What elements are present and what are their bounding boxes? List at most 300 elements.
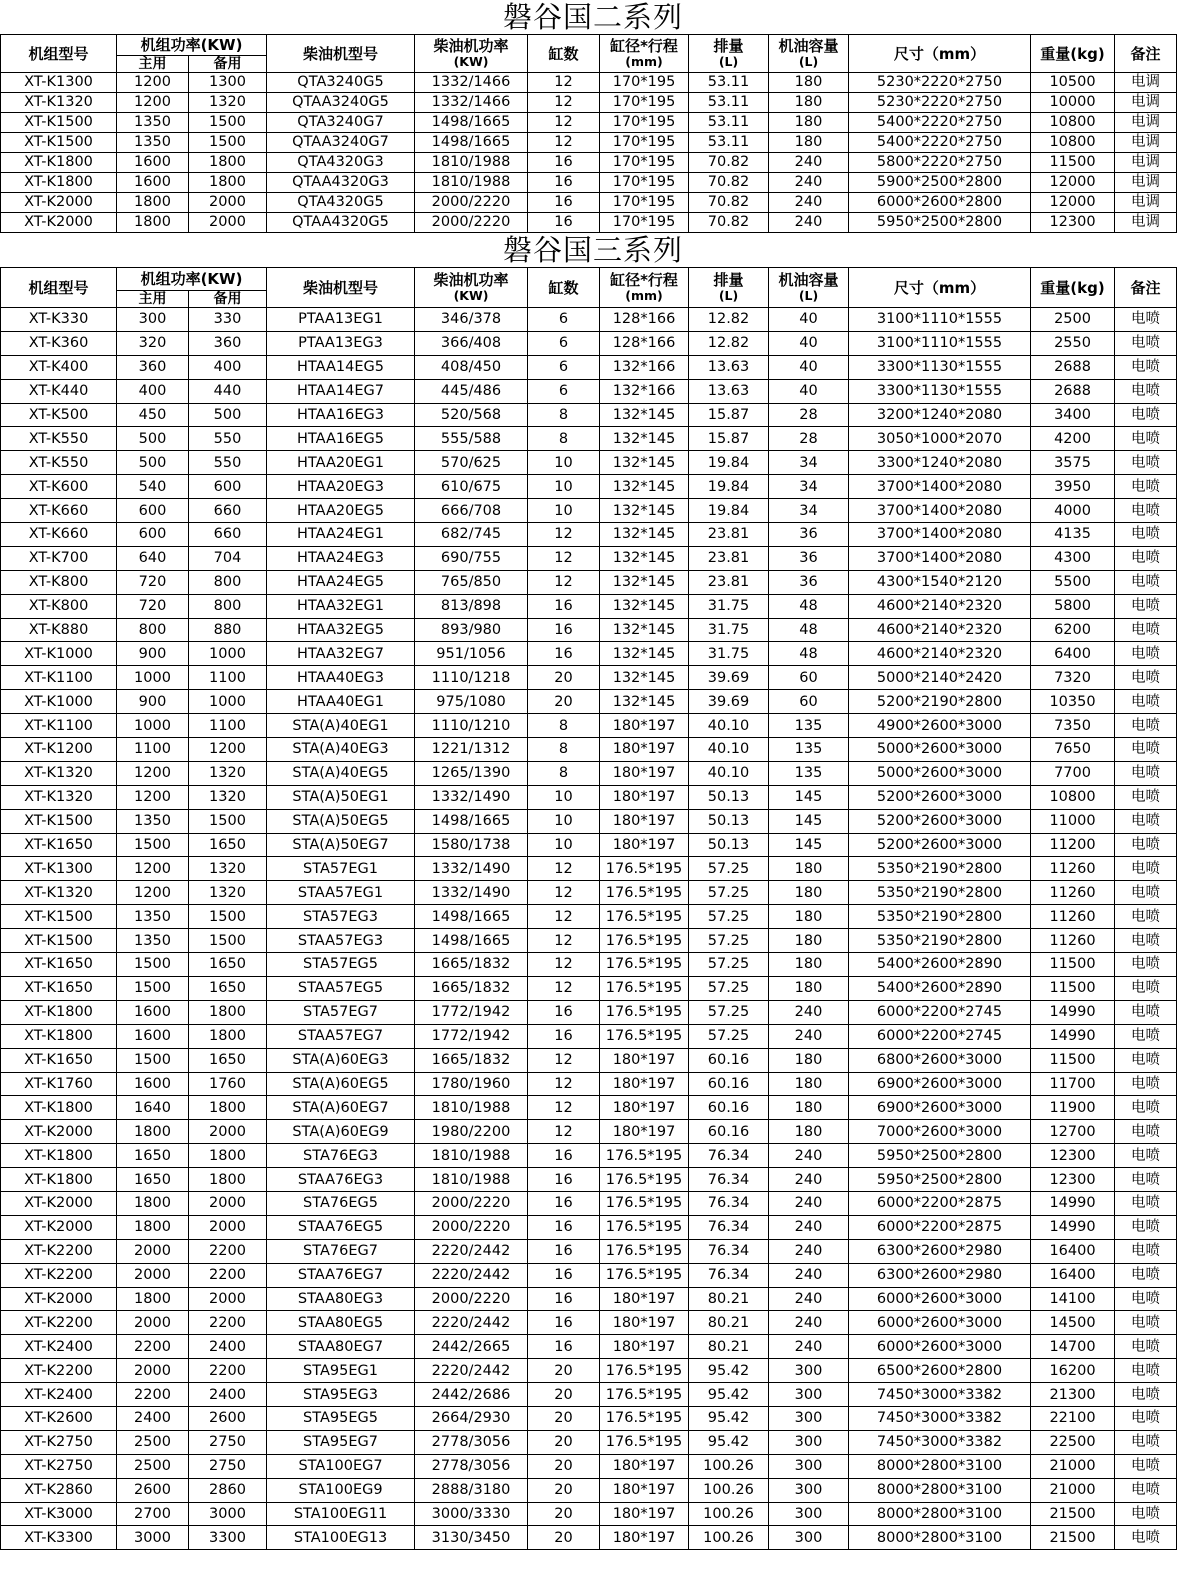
cell-engine-power: 1221/1312 (415, 738, 528, 762)
cell-engine-model: HTAA40EG1 (267, 690, 415, 714)
cell-displacement: 76.34 (689, 1215, 769, 1239)
cell-displacement: 50.13 (689, 833, 769, 857)
header-cylinders: 缸数 (528, 268, 600, 308)
cell-weight: 12300 (1031, 1144, 1115, 1168)
cell-bore-stroke: 132*145 (600, 427, 689, 451)
header-displacement (689, 268, 769, 308)
cell-weight: 14990 (1031, 1215, 1115, 1239)
cell-size: 3300*1130*1555 (849, 355, 1031, 379)
cell-standby-power: 550 (189, 451, 267, 475)
cell-bore-stroke: 176.5*195 (600, 1168, 689, 1192)
cell-weight: 6400 (1031, 642, 1115, 666)
cell-engine-power: 1810/1988 (415, 1168, 528, 1192)
cell-cylinders: 10 (528, 833, 600, 857)
cell-size: 3050*1000*2070 (849, 427, 1031, 451)
cell-weight: 11260 (1031, 905, 1115, 929)
cell-displacement: 57.25 (689, 881, 769, 905)
cell-standby-power: 1320 (189, 761, 267, 785)
header-bore-stroke (600, 35, 689, 73)
cell-engine-model: STA100EG9 (267, 1478, 415, 1502)
cell-cylinders: 6 (528, 379, 600, 403)
cell-standby-power: 1500 (189, 133, 267, 153)
cell-engine-model: STAA76EG5 (267, 1215, 415, 1239)
cell-standby-power: 1320 (189, 857, 267, 881)
cell-displacement: 12.82 (689, 308, 769, 332)
cell-prime-power: 1500 (117, 953, 189, 977)
cell-weight: 11500 (1031, 153, 1115, 173)
cell-engine-model: STA76EG5 (267, 1191, 415, 1215)
cell-model: XT-K600 (1, 475, 117, 499)
cell-engine-model: HTAA32EG5 (267, 618, 415, 642)
cell-weight: 10800 (1031, 113, 1115, 133)
table-row (1, 1502, 1177, 1526)
cell-oil-capacity: 36 (769, 570, 849, 594)
cell-oil-capacity: 48 (769, 594, 849, 618)
cell-engine-power: 1665/1832 (415, 953, 528, 977)
cell-prime-power: 1000 (117, 714, 189, 738)
cell-cylinders: 12 (528, 1120, 600, 1144)
cell-prime-power: 2000 (117, 1239, 189, 1263)
cell-model: XT-K360 (1, 331, 117, 355)
cell-weight: 21300 (1031, 1383, 1115, 1407)
cell-bore-stroke: 176.5*195 (600, 1406, 689, 1430)
cell-engine-model: PTAA13EG3 (267, 331, 415, 355)
cell-prime-power: 800 (117, 618, 189, 642)
cell-size: 3100*1110*1555 (849, 308, 1031, 332)
cell-model: XT-K1320 (1, 881, 117, 905)
cell-displacement: 53.11 (689, 73, 769, 93)
cell-model: XT-K2600 (1, 1406, 117, 1430)
cell-displacement: 23.81 (689, 546, 769, 570)
header-oil-label: 机油容量 (778, 36, 839, 55)
cell-standby-power: 880 (189, 618, 267, 642)
cell-standby-power: 1800 (189, 1096, 267, 1120)
cell-size: 7450*3000*3382 (849, 1383, 1031, 1407)
cell-weight: 12300 (1031, 213, 1115, 233)
cell-engine-model: STAA57EG1 (267, 881, 415, 905)
cell-bore-stroke: 176.5*195 (600, 881, 689, 905)
table-row (1, 499, 1177, 523)
cell-prime-power: 1800 (117, 1215, 189, 1239)
cell-engine-power: 2220/2442 (415, 1311, 528, 1335)
cell-weight: 14990 (1031, 1024, 1115, 1048)
cell-engine-power: 555/588 (415, 427, 528, 451)
cell-note: 电喷 (1115, 976, 1177, 1000)
cell-engine-model: HTAA24EG1 (267, 523, 415, 547)
header-cylinders: 缸数 (528, 35, 600, 73)
cell-cylinders: 16 (528, 642, 600, 666)
cell-engine-power: 2442/2665 (415, 1335, 528, 1359)
cell-size: 6900*2600*3000 (849, 1096, 1031, 1120)
table-row (1, 905, 1177, 929)
table-row (1, 1000, 1177, 1024)
cell-engine-power: 951/1056 (415, 642, 528, 666)
cell-bore-stroke: 180*197 (600, 738, 689, 762)
cell-oil-capacity: 180 (769, 93, 849, 113)
cell-bore-stroke: 176.5*195 (600, 929, 689, 953)
cell-weight: 7320 (1031, 666, 1115, 690)
cell-size: 8000*2800*3100 (849, 1454, 1031, 1478)
cell-size: 5950*2500*2800 (849, 213, 1031, 233)
cell-prime-power: 500 (117, 451, 189, 475)
cell-prime-power: 1500 (117, 833, 189, 857)
cell-cylinders: 16 (528, 1215, 600, 1239)
cell-engine-model: STA95EG3 (267, 1383, 415, 1407)
cell-engine-model: STAA80EG7 (267, 1335, 415, 1359)
cell-oil-capacity: 40 (769, 379, 849, 403)
cell-prime-power: 1800 (117, 1120, 189, 1144)
cell-note: 电喷 (1115, 809, 1177, 833)
cell-cylinders: 16 (528, 1335, 600, 1359)
cell-engine-model: HTAA16EG5 (267, 427, 415, 451)
cell-bore-stroke: 128*166 (600, 308, 689, 332)
cell-note: 电喷 (1115, 1430, 1177, 1454)
cell-model: XT-K2200 (1, 1263, 117, 1287)
cell-model: XT-K2000 (1, 193, 117, 213)
cell-standby-power: 1200 (189, 738, 267, 762)
header-oil (769, 35, 849, 73)
cell-standby-power: 2000 (189, 1287, 267, 1311)
cell-model: XT-K1650 (1, 953, 117, 977)
cell-prime-power: 2000 (117, 1311, 189, 1335)
table-row (1, 857, 1177, 881)
cell-engine-power: 2664/2930 (415, 1406, 528, 1430)
table-row (1, 213, 1177, 233)
cell-model: XT-K1800 (1, 1024, 117, 1048)
cell-standby-power: 1800 (189, 173, 267, 193)
cell-engine-model: QTA4320G5 (267, 193, 415, 213)
cell-standby-power: 2000 (189, 213, 267, 233)
cell-displacement: 23.81 (689, 523, 769, 547)
cell-engine-model: STA(A)60EG3 (267, 1048, 415, 1072)
cell-standby-power: 1300 (189, 73, 267, 93)
cell-prime-power: 1800 (117, 1287, 189, 1311)
cell-oil-capacity: 240 (769, 213, 849, 233)
cell-weight: 14700 (1031, 1335, 1115, 1359)
cell-model: XT-K660 (1, 523, 117, 547)
table-row (1, 1096, 1177, 1120)
cell-prime-power: 2200 (117, 1383, 189, 1407)
cell-weight: 11260 (1031, 857, 1115, 881)
cell-engine-power: 1498/1665 (415, 929, 528, 953)
cell-note: 电喷 (1115, 1215, 1177, 1239)
cell-displacement: 57.25 (689, 1024, 769, 1048)
table-row (1, 523, 1177, 547)
cell-oil-capacity: 180 (769, 929, 849, 953)
cell-size: 5000*2600*3000 (849, 738, 1031, 762)
cell-weight: 11000 (1031, 809, 1115, 833)
cell-displacement: 100.26 (689, 1526, 769, 1550)
cell-size: 6300*2600*2980 (849, 1239, 1031, 1263)
cell-bore-stroke: 176.5*195 (600, 1191, 689, 1215)
cell-engine-model: STAA80EG3 (267, 1287, 415, 1311)
cell-note: 电喷 (1115, 1000, 1177, 1024)
cell-weight: 4300 (1031, 546, 1115, 570)
cell-model: XT-K660 (1, 499, 117, 523)
cell-note: 电喷 (1115, 953, 1177, 977)
cell-displacement: 23.81 (689, 570, 769, 594)
cell-size: 3700*1400*2080 (849, 523, 1031, 547)
cell-model: XT-K400 (1, 355, 117, 379)
table-row (1, 1430, 1177, 1454)
cell-displacement: 31.75 (689, 642, 769, 666)
table-row (1, 475, 1177, 499)
cell-bore-stroke: 132*145 (600, 618, 689, 642)
cell-model: XT-K1650 (1, 1048, 117, 1072)
cell-model: XT-K2750 (1, 1454, 117, 1478)
cell-note: 电喷 (1115, 1383, 1177, 1407)
cell-oil-capacity: 40 (769, 355, 849, 379)
table-row (1, 379, 1177, 403)
cell-model: XT-K1650 (1, 976, 117, 1000)
header-engine-power-label: 柴油机功率 (433, 36, 509, 55)
cell-displacement: 57.25 (689, 905, 769, 929)
cell-oil-capacity: 180 (769, 881, 849, 905)
cell-displacement: 100.26 (689, 1454, 769, 1478)
table-row (1, 133, 1177, 153)
cell-weight: 2688 (1031, 379, 1115, 403)
cell-engine-model: HTAA20EG3 (267, 475, 415, 499)
table-row (1, 1383, 1177, 1407)
cell-engine-model: STA(A)40EG1 (267, 714, 415, 738)
cell-prime-power: 3000 (117, 1526, 189, 1550)
cell-prime-power: 1500 (117, 976, 189, 1000)
cell-note: 电调 (1115, 173, 1177, 193)
table-row (1, 570, 1177, 594)
cell-model: XT-K2400 (1, 1335, 117, 1359)
header-oil-unit: (L) (798, 53, 819, 69)
cell-weight: 2500 (1031, 308, 1115, 332)
cell-bore-stroke: 176.5*195 (600, 1383, 689, 1407)
cell-prime-power: 900 (117, 642, 189, 666)
cell-engine-model: STA(A)60EG7 (267, 1096, 415, 1120)
cell-standby-power: 550 (189, 427, 267, 451)
table-row (1, 833, 1177, 857)
cell-weight: 11200 (1031, 833, 1115, 857)
table-row (1, 546, 1177, 570)
cell-prime-power: 2400 (117, 1406, 189, 1430)
cell-oil-capacity: 240 (769, 1287, 849, 1311)
cell-note: 电喷 (1115, 857, 1177, 881)
header-standby: 备用 (189, 291, 267, 308)
cell-weight: 10000 (1031, 93, 1115, 113)
cell-engine-model: STAA76EG7 (267, 1263, 415, 1287)
cell-bore-stroke: 180*197 (600, 1335, 689, 1359)
cell-standby-power: 2200 (189, 1263, 267, 1287)
cell-engine-power: 2000/2220 (415, 213, 528, 233)
cell-engine-power: 1980/2200 (415, 1120, 528, 1144)
cell-size: 7000*2600*3000 (849, 1120, 1031, 1144)
cell-weight: 21000 (1031, 1478, 1115, 1502)
cell-bore-stroke: 176.5*195 (600, 1359, 689, 1383)
cell-engine-power: 366/408 (415, 331, 528, 355)
cell-oil-capacity: 180 (769, 953, 849, 977)
cell-weight: 21000 (1031, 1454, 1115, 1478)
cell-model: XT-K1200 (1, 738, 117, 762)
cell-oil-capacity: 135 (769, 761, 849, 785)
cell-prime-power: 2000 (117, 1263, 189, 1287)
cell-note: 电调 (1115, 153, 1177, 173)
cell-note: 电喷 (1115, 427, 1177, 451)
cell-bore-stroke: 170*195 (600, 93, 689, 113)
cell-engine-power: 408/450 (415, 355, 528, 379)
cell-engine-model: STA(A)50EG5 (267, 809, 415, 833)
cell-engine-power: 1498/1665 (415, 809, 528, 833)
cell-oil-capacity: 300 (769, 1478, 849, 1502)
cell-displacement: 57.25 (689, 1000, 769, 1024)
cell-standby-power: 1100 (189, 714, 267, 738)
cell-model: XT-K1760 (1, 1072, 117, 1096)
cell-note: 电调 (1115, 213, 1177, 233)
cell-bore-stroke: 132*145 (600, 546, 689, 570)
cell-prime-power: 1200 (117, 785, 189, 809)
cell-standby-power: 2750 (189, 1430, 267, 1454)
cell-weight: 4135 (1031, 523, 1115, 547)
cell-engine-power: 1498/1665 (415, 113, 528, 133)
cell-oil-capacity: 300 (769, 1430, 849, 1454)
cell-note: 电调 (1115, 113, 1177, 133)
cell-note: 电喷 (1115, 1311, 1177, 1335)
cell-prime-power: 720 (117, 570, 189, 594)
header-engine-model: 柴油机型号 (267, 35, 415, 73)
cell-size: 8000*2800*3100 (849, 1502, 1031, 1526)
cell-cylinders: 12 (528, 546, 600, 570)
table-row (1, 690, 1177, 714)
cell-displacement: 53.11 (689, 113, 769, 133)
table-guo3 (0, 267, 1177, 1550)
header-engine-power-unit: (KW) (453, 53, 489, 69)
cell-bore-stroke: 176.5*195 (600, 857, 689, 881)
cell-prime-power: 1640 (117, 1096, 189, 1120)
cell-size: 3700*1400*2080 (849, 499, 1031, 523)
cell-model: XT-K1000 (1, 642, 117, 666)
cell-engine-power: 1332/1466 (415, 73, 528, 93)
cell-note: 电喷 (1115, 451, 1177, 475)
table-row (1, 1454, 1177, 1478)
cell-displacement: 95.42 (689, 1359, 769, 1383)
cell-oil-capacity: 240 (769, 1144, 849, 1168)
cell-model: XT-K800 (1, 594, 117, 618)
cell-model: XT-K2000 (1, 1191, 117, 1215)
header-unit-power: 机组功率(KW) (117, 268, 267, 291)
cell-cylinders: 8 (528, 714, 600, 738)
cell-engine-power: 2000/2220 (415, 1287, 528, 1311)
cell-engine-model: STAA80EG5 (267, 1311, 415, 1335)
table-row (1, 1478, 1177, 1502)
header-engine-model: 柴油机型号 (267, 268, 415, 308)
cell-bore-stroke: 128*166 (600, 331, 689, 355)
cell-standby-power: 2000 (189, 1215, 267, 1239)
cell-engine-model: STAA57EG7 (267, 1024, 415, 1048)
cell-bore-stroke: 132*145 (600, 594, 689, 618)
table-row (1, 881, 1177, 905)
cell-displacement: 80.21 (689, 1335, 769, 1359)
header-oil-label: 机油容量 (778, 270, 839, 289)
cell-prime-power: 540 (117, 475, 189, 499)
cell-engine-model: STA76EG7 (267, 1239, 415, 1263)
cell-cylinders: 20 (528, 666, 600, 690)
cell-size: 5350*2190*2800 (849, 905, 1031, 929)
cell-note: 电喷 (1115, 1168, 1177, 1192)
cell-size: 6000*2200*2745 (849, 1024, 1031, 1048)
cell-engine-model: STA(A)40EG3 (267, 738, 415, 762)
cell-weight: 7650 (1031, 738, 1115, 762)
cell-weight: 4000 (1031, 499, 1115, 523)
cell-size: 5000*2600*3000 (849, 761, 1031, 785)
cell-model: XT-K880 (1, 618, 117, 642)
cell-prime-power: 2600 (117, 1478, 189, 1502)
cell-standby-power: 704 (189, 546, 267, 570)
cell-engine-model: HTAA20EG1 (267, 451, 415, 475)
cell-standby-power: 2200 (189, 1311, 267, 1335)
cell-oil-capacity: 40 (769, 331, 849, 355)
cell-displacement: 60.16 (689, 1048, 769, 1072)
cell-model: XT-K1500 (1, 809, 117, 833)
cell-bore-stroke: 180*197 (600, 1502, 689, 1526)
cell-standby-power: 1800 (189, 1168, 267, 1192)
cell-cylinders: 8 (528, 403, 600, 427)
cell-cylinders: 12 (528, 905, 600, 929)
cell-note: 电喷 (1115, 523, 1177, 547)
cell-bore-stroke: 132*145 (600, 690, 689, 714)
cell-cylinders: 12 (528, 953, 600, 977)
cell-displacement: 40.10 (689, 761, 769, 785)
cell-weight: 12300 (1031, 1168, 1115, 1192)
cell-oil-capacity: 240 (769, 1335, 849, 1359)
header-displacement-unit: (L) (718, 53, 739, 69)
table-row (1, 193, 1177, 213)
cell-cylinders: 10 (528, 785, 600, 809)
cell-oil-capacity: 28 (769, 403, 849, 427)
cell-displacement: 80.21 (689, 1311, 769, 1335)
table-row (1, 976, 1177, 1000)
cell-oil-capacity: 240 (769, 153, 849, 173)
cell-cylinders: 10 (528, 809, 600, 833)
cell-cylinders: 16 (528, 153, 600, 173)
cell-standby-power: 2400 (189, 1383, 267, 1407)
cell-note: 电喷 (1115, 833, 1177, 857)
cell-size: 3300*1130*1555 (849, 379, 1031, 403)
cell-prime-power: 2700 (117, 1502, 189, 1526)
cell-engine-power: 570/625 (415, 451, 528, 475)
cell-model: XT-K2200 (1, 1239, 117, 1263)
cell-size: 4600*2140*2320 (849, 618, 1031, 642)
cell-model: XT-K700 (1, 546, 117, 570)
cell-engine-power: 1332/1490 (415, 881, 528, 905)
cell-prime-power: 1350 (117, 809, 189, 833)
cell-displacement: 13.63 (689, 379, 769, 403)
cell-bore-stroke: 170*195 (600, 213, 689, 233)
cell-cylinders: 12 (528, 113, 600, 133)
cell-oil-capacity: 60 (769, 666, 849, 690)
cell-prime-power: 1650 (117, 1144, 189, 1168)
cell-weight: 10350 (1031, 690, 1115, 714)
cell-displacement: 70.82 (689, 173, 769, 193)
cell-standby-power: 660 (189, 523, 267, 547)
cell-note: 电喷 (1115, 379, 1177, 403)
cell-bore-stroke: 176.5*195 (600, 976, 689, 1000)
cell-oil-capacity: 36 (769, 523, 849, 547)
cell-bore-stroke: 180*197 (600, 1478, 689, 1502)
table-row (1, 1048, 1177, 1072)
cell-standby-power: 1320 (189, 881, 267, 905)
cell-note: 电喷 (1115, 1478, 1177, 1502)
cell-oil-capacity: 60 (769, 690, 849, 714)
cell-prime-power: 1800 (117, 213, 189, 233)
cell-oil-capacity: 300 (769, 1502, 849, 1526)
cell-cylinders: 12 (528, 976, 600, 1000)
cell-displacement: 57.25 (689, 976, 769, 1000)
